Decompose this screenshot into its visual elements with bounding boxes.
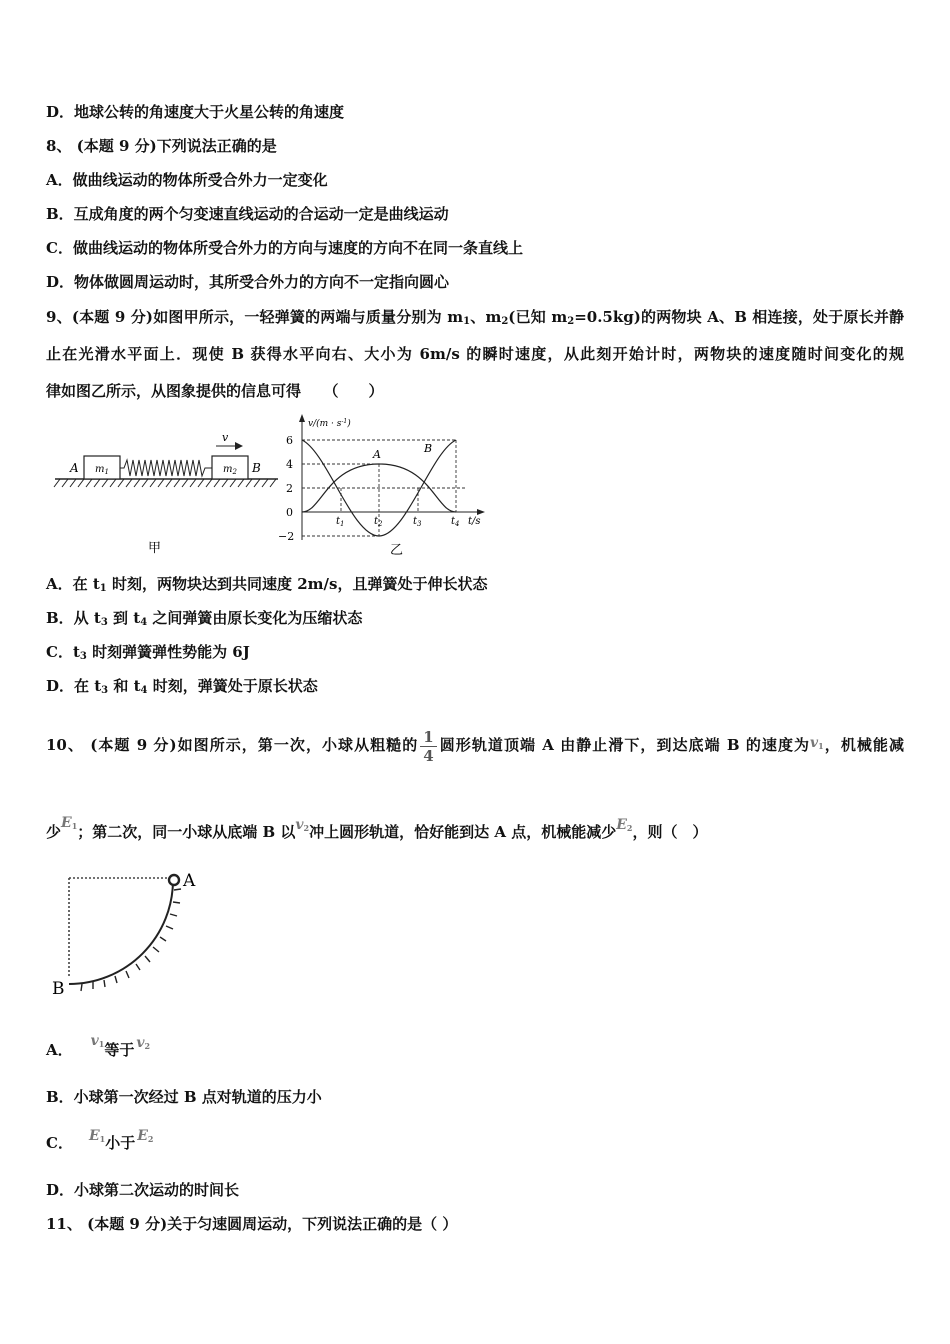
q9-figure-jia — [50, 420, 285, 560]
y-tick: 0 — [286, 506, 293, 519]
label-a: A — [70, 461, 79, 475]
q8-option-d: D．物体做圆周运动时，其所受合外力的方向不一定指向圆心 — [46, 273, 450, 291]
q9-stem-line3: 律如图乙所示，从图象提供的信息可得 （ ） — [46, 382, 384, 400]
label-b: B — [252, 461, 261, 475]
y-tick: 6 — [286, 434, 293, 447]
q9-stem-line2: 止在光滑水平面上．现使 B 获得水平向右、大小为 6m/s 的瞬时速度，从此刻开始计时，两物块的速度随时间变化的规 — [46, 345, 904, 363]
q9-option-c: C．$t_3$ 时刻弹簧弹性势能为 6J — [46, 643, 250, 662]
label-m2: $m_2$ — [223, 464, 237, 476]
point-a-label: A — [183, 871, 196, 891]
fraction-one-quarter: $\frac{1}{4}$ — [420, 728, 436, 765]
t2-tick: $t_2$ — [374, 516, 383, 528]
q10-option-a: A． $v_1$等于 $v_2$ — [46, 1033, 151, 1059]
y-tick: 4 — [286, 458, 293, 471]
q8-header: 8、 (本题 9 分)下列说法正确的是 — [46, 137, 277, 155]
q9-option-b: B．从 $t_3$ 到 $t_4$ 之间弹簧由原长变化为压缩状态 — [46, 609, 363, 628]
t4-tick: $t_4$ — [451, 516, 460, 528]
q9-option-d: D．在 $t_3$ 和 $t_4$ 时刻，弹簧处于原长状态 — [46, 677, 318, 696]
q10-stem-line2: 少$E_1$；第二次，同一小球从底端 B 以$v_2$冲上圆形轨道，恰好能到达 A 点，机械能减少$E_2$，则（ ） — [46, 815, 708, 841]
point-b-label: B — [52, 979, 65, 999]
curve-b-label: B — [424, 442, 433, 455]
q8-option-a: A．做曲线运动的物体所受合外力一定变化 — [46, 171, 328, 189]
velocity-label: v — [222, 431, 229, 444]
caption-yi: 乙 — [390, 543, 404, 558]
q8-option-c: C．做曲线运动的物体所受合外力的方向与速度的方向不在同一条直线上 — [46, 239, 523, 257]
label-m1: $m_1$ — [95, 464, 109, 476]
curve-a-label: A — [373, 448, 381, 461]
q9-option-a: A．在 $t_1$ 时刻，两物块达到共同速度 2m/s，且弹簧处于伸长状态 — [46, 575, 488, 594]
q9-stem-line1: 9、(本题 9 分)如图甲所示，一轻弹簧的两端与质量分别为 $m_1$、$m_2$(已知 $m_2=0.5kg$)的两物块 A、B 相连接，处于原长并静 — [46, 308, 905, 327]
ball — [169, 875, 179, 885]
y-tick: −2 — [278, 530, 295, 543]
track-arc — [69, 880, 173, 984]
x-axis-label: t/s — [468, 516, 481, 527]
q8-option-b: B．互成角度的两个匀变速直线运动的合运动一定是曲线运动 — [46, 205, 449, 223]
q10-option-d: D．小球第二次运动的时间长 — [46, 1181, 240, 1199]
q10-stem-line1: 10、 (本题 9 分)如图所示，第一次，小球从粗糙的 $\frac{1}{4}$ 圆形轨道顶端 A 由静止滑下，到达底端 B 的速度为$v_1$，机械能减 — [46, 727, 904, 765]
spring — [120, 460, 212, 476]
t1-tick: $t_1$ — [336, 516, 345, 528]
q10-figure-quarter-circle — [48, 866, 218, 1000]
q9-figure-yi — [272, 412, 497, 560]
q10-option-b: B．小球第一次经过 B 点对轨道的压力小 — [46, 1088, 322, 1106]
q10-option-c: C． $E_1$小于 $E_2$ — [46, 1128, 154, 1152]
q7-option-d: D．地球公转的角速度大于火星公转的角速度 — [46, 103, 345, 121]
y-axis-label: $v/(m \cdot s^{-1})$ — [308, 418, 351, 429]
caption-jia: 甲 — [148, 541, 162, 556]
y-tick: 2 — [286, 482, 293, 495]
t3-tick: $t_3$ — [413, 516, 422, 528]
q11-header: 11、 (本题 9 分)关于匀速圆周运动，下列说法正确的是（ ） — [46, 1215, 458, 1233]
